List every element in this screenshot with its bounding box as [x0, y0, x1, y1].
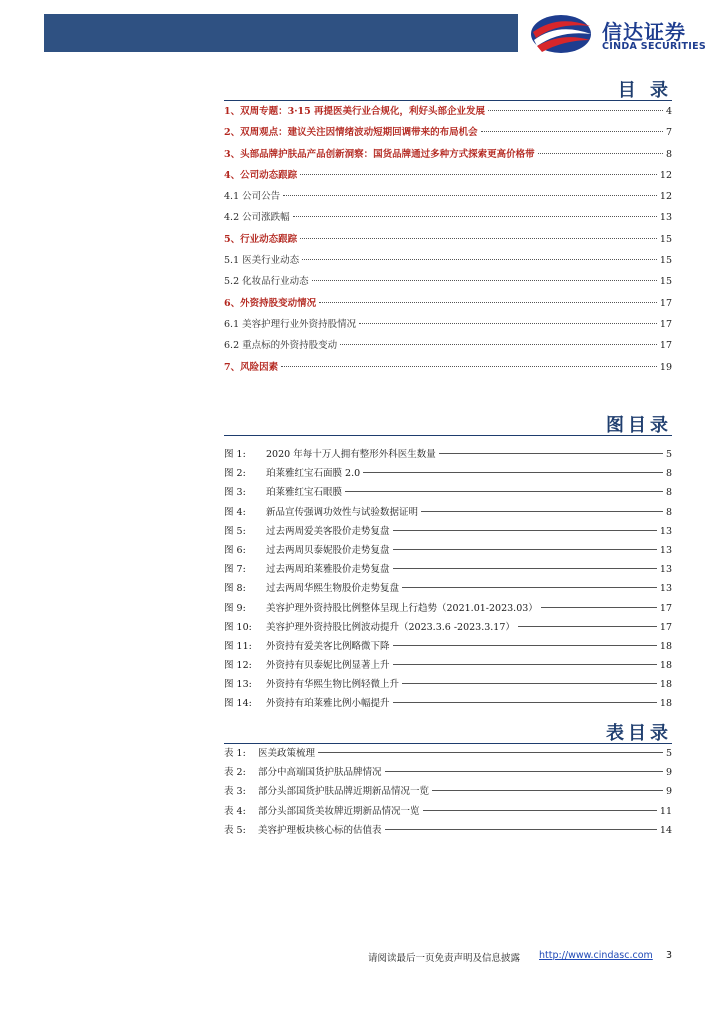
- table-number: 表 4:: [224, 805, 246, 817]
- figure-leader-line: [393, 645, 657, 646]
- figure-page: 13: [659, 544, 672, 556]
- figure-page: 5: [665, 449, 672, 460]
- table-number: 表 5:: [224, 824, 246, 836]
- figure-leader-line: [393, 568, 657, 569]
- table-page: 9: [665, 767, 672, 779]
- figure-entry[interactable]: [224, 542, 672, 561]
- table-page: 14: [659, 824, 672, 836]
- toc-entry-label: 6.2 重点标的外资持股变动: [224, 340, 338, 352]
- table-entry[interactable]: [224, 764, 672, 783]
- figure-page: 13: [659, 525, 672, 537]
- toc-subsection-entry[interactable]: [224, 337, 672, 358]
- page-number: 3: [666, 950, 673, 961]
- table-page: 5: [665, 748, 672, 759]
- toc-title: 目 录: [617, 80, 672, 101]
- figure-page: 8: [665, 506, 672, 518]
- figure-page: 18: [659, 679, 672, 691]
- figure-entry[interactable]: [224, 676, 672, 695]
- figure-label: 2020 年每十万人拥有整形外科医生数量: [266, 449, 436, 460]
- figure-leader-line: [439, 453, 663, 454]
- toc-entry-page: 12: [659, 191, 672, 203]
- figure-number: 图 2:: [224, 468, 246, 480]
- table-leader-line: [385, 829, 657, 830]
- table-label: 部分头部国货护肤品牌近期新品情况一览: [258, 786, 430, 798]
- toc-leader-dots: [281, 366, 657, 367]
- figure-leader-line: [402, 683, 657, 684]
- table-entry[interactable]: [224, 822, 672, 841]
- toc-leader-dots: [319, 302, 657, 303]
- page-footer: [0, 950, 724, 968]
- table-label: 部分头部国货美妆牌近期新品情况一览: [258, 805, 420, 817]
- figure-entry[interactable]: [224, 484, 672, 503]
- table-label: 美容护理板块核心标的估值表: [258, 824, 382, 836]
- table-number: 表 1:: [224, 748, 246, 759]
- figure-page: 13: [659, 583, 672, 595]
- toc-leader-dots: [300, 238, 657, 239]
- figure-entry[interactable]: [224, 657, 672, 676]
- toc-subsection-entry[interactable]: [224, 316, 672, 337]
- toc-leader-dots: [488, 110, 663, 111]
- toc-section-entry[interactable]: [224, 103, 672, 124]
- toc-entry-label: 4.1 公司公告: [224, 191, 281, 203]
- figure-page: 18: [659, 640, 672, 652]
- company-logo: [528, 10, 718, 56]
- toc-leader-dots: [359, 323, 657, 324]
- figure-label: 外资持有爱美客比例略微下降: [266, 640, 390, 652]
- table-leader-line: [385, 771, 663, 772]
- toc-entry-page: 15: [659, 276, 672, 288]
- toc-leader-dots: [293, 216, 657, 217]
- toc-section-entry[interactable]: [224, 146, 672, 167]
- table-label: 部分中高端国货护肤品牌情况: [258, 767, 382, 779]
- figure-label: 珀莱雅红宝石眼膜: [266, 487, 343, 499]
- toc-entry-page: 17: [659, 340, 672, 352]
- toc-entry-page: 15: [659, 233, 672, 245]
- toc-subsection-entry[interactable]: [224, 188, 672, 209]
- toc-entry-label: 5、行业动态跟踪: [224, 233, 298, 245]
- figure-label: 外资持有华熙生物比例轻微上升: [266, 679, 400, 691]
- figure-label: 新品宣传强调功效性与试验数据证明: [266, 506, 419, 518]
- figure-number: 图 5:: [224, 525, 246, 537]
- figure-page: 8: [665, 487, 672, 499]
- toc-subsection-entry[interactable]: [224, 252, 672, 273]
- toc-list: [224, 103, 672, 380]
- figure-page: 8: [665, 468, 672, 480]
- footer-website-link[interactable]: http://www.cindasc.com: [539, 950, 653, 961]
- toc-entry-page: 17: [659, 318, 672, 330]
- toc-entry-label: 1、双周专题：3·15 再提医美行业合规化，利好头部企业发展: [224, 106, 486, 117]
- table-number: 表 3:: [224, 786, 246, 798]
- tables-title: 表目录: [606, 723, 672, 744]
- figure-label: 过去两周珀莱雅股价走势复盘: [266, 564, 390, 576]
- header-bar: [44, 14, 518, 52]
- figure-entry[interactable]: [224, 465, 672, 484]
- table-leader-line: [432, 790, 663, 791]
- toc-entry-label: 6.1 美容护理行业外资持股情况: [224, 318, 357, 330]
- figure-number: 图 13:: [224, 679, 252, 691]
- figure-number: 图 14:: [224, 698, 252, 710]
- figure-entry[interactable]: [224, 638, 672, 657]
- toc-entry-label: 3、头部品牌护肤品产品创新洞察：国货品牌通过多种方式探索更高价格带: [224, 148, 535, 160]
- figure-number: 图 7:: [224, 564, 246, 576]
- table-number: 表 2:: [224, 767, 246, 779]
- figure-entry[interactable]: [224, 619, 672, 638]
- toc-entry-label: 6、外资持股变动情况: [224, 297, 317, 309]
- figure-label: 过去两周爱美客股价走势复盘: [266, 525, 390, 537]
- toc-entry-page: 15: [659, 255, 672, 267]
- figure-entry[interactable]: [224, 600, 672, 619]
- figure-label: 美容护理外资持股比例波动提升（2023.3.6 -2023.3.17）: [266, 621, 515, 633]
- logo-mark-icon: [528, 12, 594, 56]
- figure-entry[interactable]: [224, 446, 672, 465]
- figure-number: 图 4:: [224, 506, 246, 518]
- toc-leader-dots: [302, 259, 657, 260]
- toc-section-entry[interactable]: [224, 231, 672, 252]
- figure-number: 图 1:: [224, 449, 246, 460]
- toc-title-rule: [224, 100, 672, 101]
- figure-entry[interactable]: [224, 695, 672, 714]
- figure-label: 美容护理外资持股比例整体呈现上行趋势（2021.01-2023.03）: [266, 602, 538, 614]
- figure-leader-line: [393, 664, 657, 665]
- toc-entry-label: 4、公司动态跟踪: [224, 169, 298, 181]
- toc-section-entry[interactable]: [224, 295, 672, 316]
- toc-leader-dots: [481, 131, 663, 132]
- logo-chinese-name: 信达证券: [602, 20, 686, 44]
- figure-leader-line: [518, 626, 657, 627]
- figure-leader-line: [393, 549, 657, 550]
- toc-entry-page: 13: [659, 212, 672, 224]
- toc-entry-page: 17: [659, 297, 672, 309]
- figure-leader-line: [393, 702, 657, 703]
- figure-entry[interactable]: [224, 504, 672, 523]
- figure-number: 图 10:: [224, 621, 252, 633]
- toc-entry-label: 4.2 公司涨跌幅: [224, 212, 290, 224]
- table-label: 医美政策梳理: [258, 748, 316, 759]
- table-entry[interactable]: [224, 745, 672, 764]
- figure-leader-line: [393, 530, 657, 531]
- figure-leader-line: [541, 607, 657, 608]
- table-page: 11: [659, 805, 672, 817]
- figures-title: 图目录: [606, 415, 672, 436]
- table-leader-line: [318, 752, 663, 753]
- footer-disclaimer: 请阅读最后一页免责声明及信息披露: [368, 953, 521, 964]
- figure-page: 18: [659, 698, 672, 710]
- toc-section-entry[interactable]: [224, 359, 672, 380]
- figure-number: 图 3:: [224, 487, 246, 499]
- figure-entry[interactable]: [224, 580, 672, 599]
- toc-section-entry[interactable]: [224, 124, 672, 145]
- toc-section-entry[interactable]: [224, 167, 672, 188]
- toc-entry-page: 7: [665, 127, 672, 139]
- figure-page: 17: [659, 602, 672, 614]
- figure-leader-line: [421, 511, 663, 512]
- toc-leader-dots: [283, 195, 657, 196]
- toc-entry-page: 19: [659, 361, 672, 373]
- figure-page: 13: [659, 564, 672, 576]
- figure-page: 17: [659, 621, 672, 633]
- toc-leader-dots: [300, 174, 657, 175]
- figure-leader-line: [402, 587, 657, 588]
- toc-entry-label: 7、风险因素: [224, 361, 279, 373]
- figure-label: 过去两周华熙生物股价走势复盘: [266, 583, 400, 595]
- toc-leader-dots: [538, 153, 663, 154]
- figure-label: 外资持有贝泰妮比例显著上升: [266, 660, 390, 672]
- toc-entry-page: 8: [665, 148, 672, 160]
- figure-entry[interactable]: [224, 561, 672, 580]
- toc-leader-dots: [312, 280, 657, 281]
- logo-english-name: CINDA SECURITIES: [602, 41, 707, 52]
- figure-leader-line: [345, 491, 663, 492]
- table-leader-line: [423, 810, 657, 811]
- figure-number: 图 8:: [224, 583, 246, 595]
- figure-number: 图 12:: [224, 660, 252, 672]
- toc-entry-page: 12: [659, 169, 672, 181]
- figure-number: 图 11:: [224, 640, 252, 652]
- toc-entry-label: 2、双周观点：建议关注因情绪波动短期回调带来的布局机会: [224, 127, 478, 139]
- table-entry[interactable]: [224, 803, 672, 822]
- toc-subsection-entry[interactable]: [224, 209, 672, 230]
- figures-title-rule: [224, 435, 672, 436]
- toc-subsection-entry[interactable]: [224, 273, 672, 294]
- table-entry[interactable]: [224, 783, 672, 802]
- figure-label: 外资持有珀莱雅比例小幅提升: [266, 698, 390, 710]
- figure-entry[interactable]: [224, 523, 672, 542]
- toc-leader-dots: [340, 344, 657, 345]
- figure-leader-line: [363, 472, 663, 473]
- toc-entry-page: 4: [665, 106, 672, 117]
- figure-label: 珀莱雅红宝石面膜 2.0: [266, 468, 361, 480]
- figure-page: 18: [659, 660, 672, 672]
- toc-entry-label: 5.2 化妆品行业动态: [224, 276, 309, 288]
- tables-title-rule: [224, 743, 672, 744]
- figure-label: 过去两周贝泰妮股价走势复盘: [266, 544, 390, 556]
- table-page: 9: [665, 786, 672, 798]
- figures-list: [224, 446, 672, 715]
- figure-number: 图 9:: [224, 602, 246, 614]
- tables-list: [224, 745, 672, 841]
- toc-entry-label: 5.1 医美行业动态: [224, 255, 300, 267]
- figure-number: 图 6:: [224, 544, 246, 556]
